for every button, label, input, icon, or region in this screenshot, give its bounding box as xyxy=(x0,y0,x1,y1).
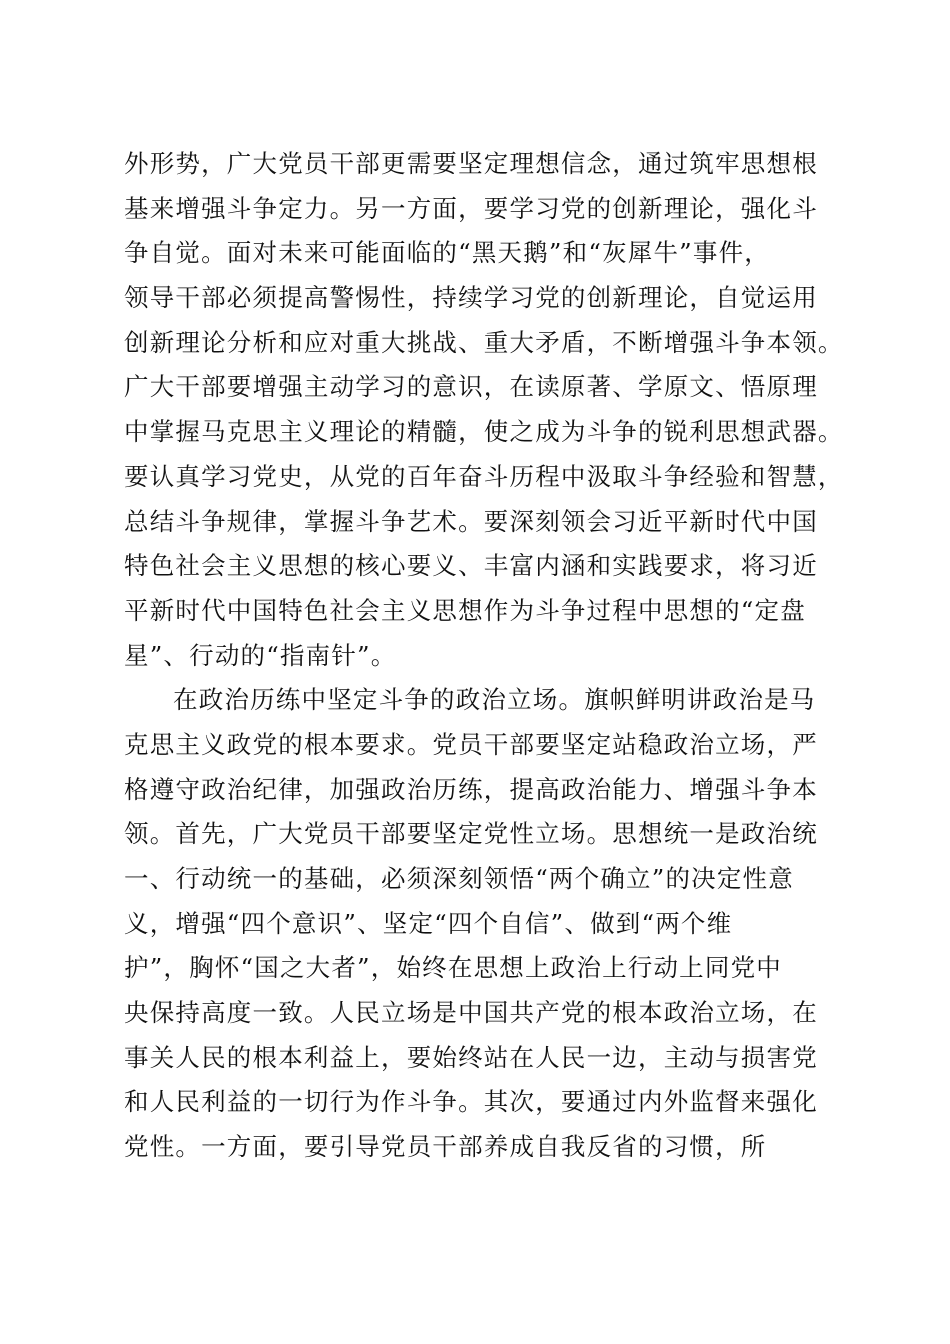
text-line: 一、行动统一的基础，必须深刻领悟“两个确立”的决定性意 xyxy=(124,864,794,893)
text-line: 义，增强“四个意识”、坚定“四个自信”、做到“两个维 xyxy=(124,908,733,938)
text-line: 特色社会主义思想的核心要义、丰富内涵和实践要求，将习近 xyxy=(124,551,818,581)
text-line: 创新理论分析和应对重大挑战、重大矛盾，不断增强斗争本领。 xyxy=(124,327,844,357)
text-line: 广大干部要增强主动学习的意识，在读原著、学原文、悟原理 xyxy=(124,372,818,402)
text-line: 中掌握马克思主义理论的精髓，使之成为斗争的锐利思想武器。 xyxy=(124,417,844,447)
paragraph-start-line: 在政治历练中坚定斗争的政治立场。旗帜鲜明讲政治是马 xyxy=(173,685,816,715)
text-line: 外形势，广大党员干部更需要坚定理想信念，通过筑牢思想根 xyxy=(124,149,818,178)
text-line: 事关人民的根本利益上，要始终站在人民一边，主动与损害党 xyxy=(124,1042,818,1072)
text-line: 格遵守政治纪律，加强政治历练，提高政治能力、增强斗争本 xyxy=(124,774,818,804)
text-line: 和人民利益的一切行为作斗争。其次，要通过内外监督来强化 xyxy=(124,1087,818,1117)
body-text xyxy=(124,142,844,1170)
text-line: 基来增强斗争定力。另一方面，要学习党的创新理论，强化斗 xyxy=(124,193,818,223)
text-line: 克思主义政党的根本要求。党员干部要坚定站稳政治立场，严 xyxy=(124,729,818,759)
text-line: 党性。一方面，要引导党员干部养成自我反省的习惯，所 xyxy=(124,1132,767,1162)
text-line: 要认真学习党史，从党的百年奋斗历程中汲取斗争经验和智慧， xyxy=(124,461,844,491)
text-line: 央保持高度一致。人民立场是中国共产党的根本政治立场，在 xyxy=(124,998,818,1028)
text-line: 星”、行动的“指南针”。 xyxy=(124,640,397,670)
text-line: 总结斗争规律，掌握斗争艺术。要深刻领会习近平新时代中国 xyxy=(124,506,818,536)
text-line: 领。首先，广大党员干部要坚定党性立场。思想统一是政治统 xyxy=(124,819,818,849)
text-line: 护”，胸怀“国之大者”，始终在思想上政治上行动上同党中 xyxy=(124,953,782,983)
text-line: 争自觉。面对未来可能面临的“黑天鹅”和“灰犀牛”事件， xyxy=(124,238,770,268)
text-line: 平新时代中国特色社会主义思想作为斗争过程中思想的“定盘 xyxy=(124,595,806,625)
text-line: 领导干部必须提高警惕性，持续学习党的创新理论，自觉运用 xyxy=(124,283,818,313)
